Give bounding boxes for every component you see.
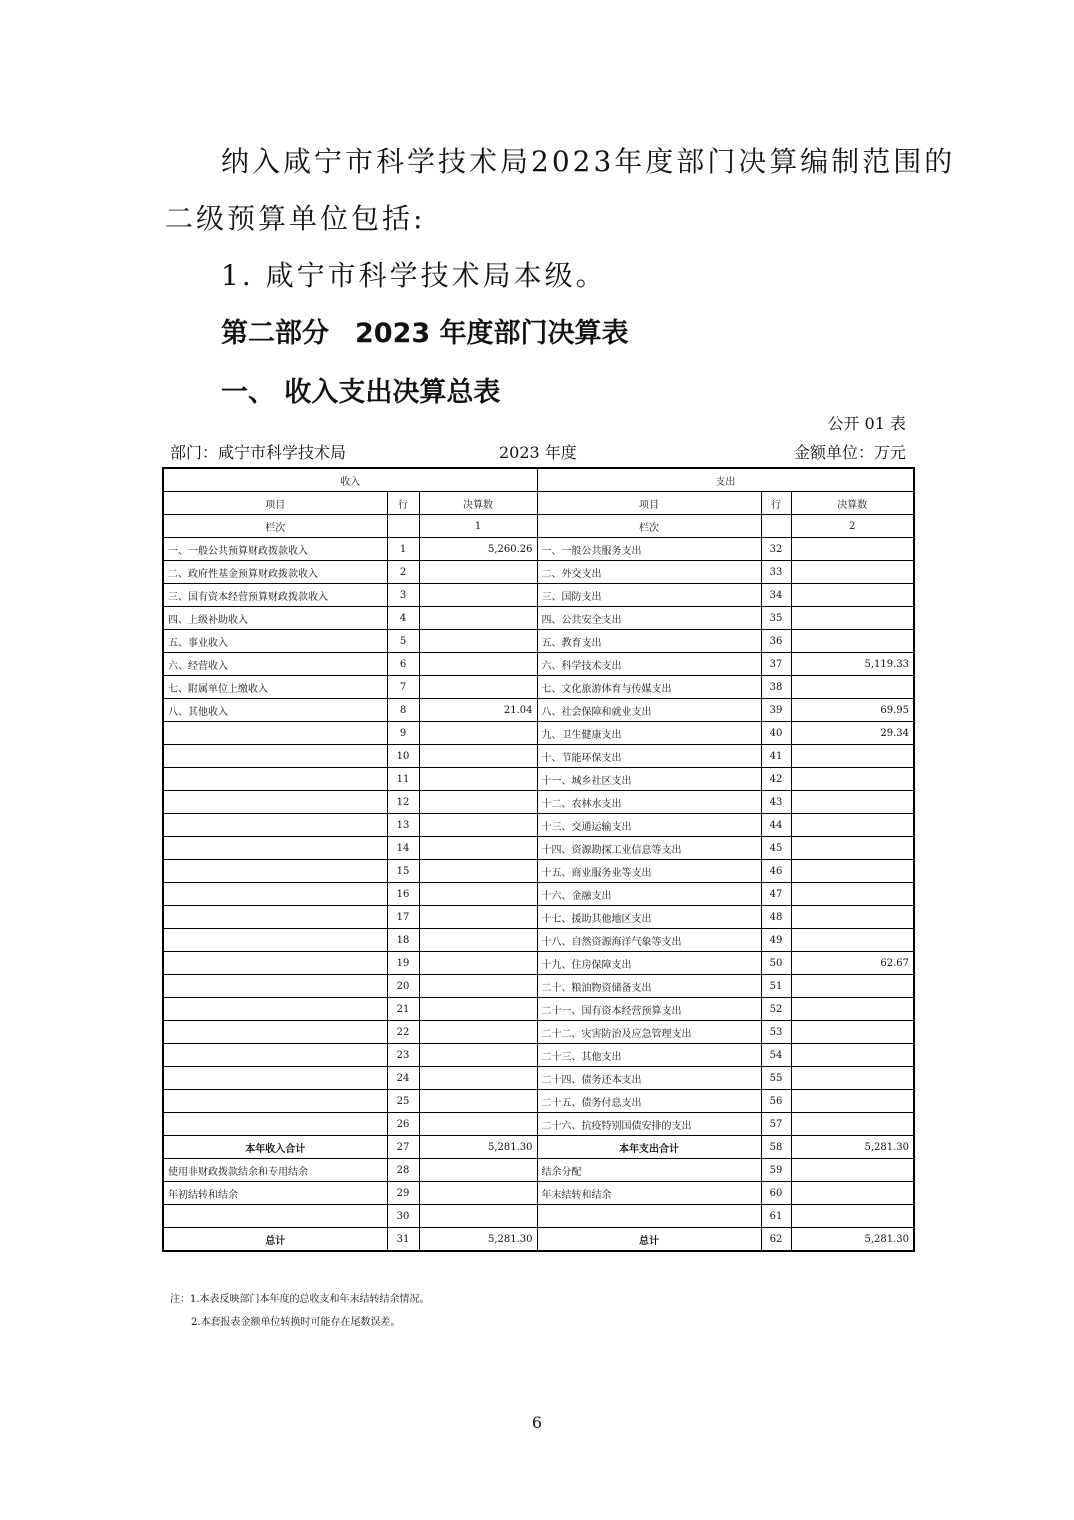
col-item-header-2: 项目 bbox=[537, 492, 761, 515]
expense-amount: 5,281.30 bbox=[791, 1228, 914, 1252]
expense-item: 十七、援助其他地区支出 bbox=[537, 906, 761, 929]
subsection-heading: 一、 收入支出决算总表 bbox=[221, 377, 501, 408]
expense-line-no: 58 bbox=[761, 1136, 791, 1159]
income-line-no: 26 bbox=[387, 1113, 419, 1136]
income-item bbox=[163, 791, 387, 814]
table-row bbox=[163, 1021, 914, 1044]
expense-item: 二十一、国有资本经营预算支出 bbox=[537, 998, 761, 1021]
income-amount bbox=[419, 814, 537, 837]
expense-item: 二十三、其他支出 bbox=[537, 1044, 761, 1067]
table-row bbox=[163, 561, 914, 584]
income-line-no: 10 bbox=[387, 745, 419, 768]
table-header-row bbox=[163, 468, 914, 492]
table-row bbox=[163, 1205, 914, 1228]
income-amount bbox=[419, 929, 537, 952]
table-row bbox=[163, 1159, 914, 1182]
expense-line-no: 44 bbox=[761, 814, 791, 837]
income-line-no: 25 bbox=[387, 1090, 419, 1113]
income-item: 年初结转和结余 bbox=[163, 1182, 387, 1205]
expense-amount: 5,281.30 bbox=[791, 1136, 914, 1159]
expense-item: 二十、粮油物资储备支出 bbox=[537, 975, 761, 998]
lanci-number-1: 1 bbox=[419, 515, 537, 538]
table-row bbox=[163, 998, 914, 1021]
expense-line-no: 39 bbox=[761, 699, 791, 722]
table-row bbox=[163, 952, 914, 975]
intro-item-1: 1. 咸宁市科学技术局本级。 bbox=[221, 259, 607, 292]
income-amount bbox=[419, 998, 537, 1021]
income-item bbox=[163, 1067, 387, 1090]
income-amount: 5,260.26 bbox=[419, 538, 537, 561]
income-amount bbox=[419, 653, 537, 676]
income-amount bbox=[419, 952, 537, 975]
income-line-no: 1 bbox=[387, 538, 419, 561]
expense-amount bbox=[791, 768, 914, 791]
expense-item: 九、卫生健康支出 bbox=[537, 722, 761, 745]
income-amount bbox=[419, 883, 537, 906]
department-label: 部门：咸宁市科学技术局 bbox=[170, 443, 347, 462]
income-item bbox=[163, 906, 387, 929]
table-row bbox=[163, 1044, 914, 1067]
income-amount bbox=[419, 561, 537, 584]
income-item bbox=[163, 860, 387, 883]
expense-item: 四、公共安全支出 bbox=[537, 607, 761, 630]
table-row bbox=[163, 1067, 914, 1090]
lanci-label: 栏次 bbox=[163, 515, 387, 538]
table-row bbox=[163, 1182, 914, 1205]
income-header: 收入 bbox=[163, 468, 537, 492]
income-line-no: 19 bbox=[387, 952, 419, 975]
page-number: 6 bbox=[531, 1413, 543, 1432]
table-row bbox=[163, 676, 914, 699]
income-line-no: 14 bbox=[387, 837, 419, 860]
expense-amount bbox=[791, 837, 914, 860]
expense-item: 八、社会保障和就业支出 bbox=[537, 699, 761, 722]
expense-amount bbox=[791, 791, 914, 814]
income-item: 二、政府性基金预算财政拨款收入 bbox=[163, 561, 387, 584]
income-line-no: 27 bbox=[387, 1136, 419, 1159]
income-item bbox=[163, 1113, 387, 1136]
section-part: 第二部分 bbox=[221, 318, 329, 349]
expense-amount bbox=[791, 561, 914, 584]
expense-line-no: 46 bbox=[761, 860, 791, 883]
expense-line-no: 35 bbox=[761, 607, 791, 630]
income-item: 四、上级补助收入 bbox=[163, 607, 387, 630]
expense-item: 三、国防支出 bbox=[537, 584, 761, 607]
expense-line-no: 41 bbox=[761, 745, 791, 768]
table-row bbox=[163, 791, 914, 814]
expense-line-no: 60 bbox=[761, 1182, 791, 1205]
expense-amount bbox=[791, 745, 914, 768]
income-line-no: 29 bbox=[387, 1182, 419, 1205]
expense-line-no: 33 bbox=[761, 561, 791, 584]
table-body bbox=[163, 468, 914, 1251]
expense-amount bbox=[791, 883, 914, 906]
expense-amount bbox=[791, 1021, 914, 1044]
expense-item: 十三、交通运输支出 bbox=[537, 814, 761, 837]
expense-amount bbox=[791, 607, 914, 630]
income-amount bbox=[419, 791, 537, 814]
income-item: 六、经营收入 bbox=[163, 653, 387, 676]
expense-item: 十一、城乡社区支出 bbox=[537, 768, 761, 791]
income-item bbox=[163, 722, 387, 745]
expense-line-no: 36 bbox=[761, 630, 791, 653]
expense-line-no: 43 bbox=[761, 791, 791, 814]
expense-line-no: 51 bbox=[761, 975, 791, 998]
col-item-header: 项目 bbox=[163, 492, 387, 515]
income-line-no: 30 bbox=[387, 1205, 419, 1228]
expense-line-no: 48 bbox=[761, 906, 791, 929]
income-amount bbox=[419, 1090, 537, 1113]
intro-line-1: 纳入咸宁市科学技术局2023年度部门决算编制范围的 bbox=[221, 145, 956, 178]
income-item bbox=[163, 814, 387, 837]
table-row bbox=[163, 630, 914, 653]
lanci-number-2: 2 bbox=[791, 515, 914, 538]
total-row bbox=[163, 1228, 914, 1252]
lanci-blank-2 bbox=[761, 515, 791, 538]
subtotal-row bbox=[163, 1136, 914, 1159]
table-row bbox=[163, 883, 914, 906]
column-header-row bbox=[163, 492, 914, 515]
expense-amount bbox=[791, 676, 914, 699]
income-expense-table bbox=[162, 467, 915, 1252]
expense-item: 二十四、债务还本支出 bbox=[537, 1067, 761, 1090]
col-line-header-2: 行 bbox=[761, 492, 791, 515]
expense-item: 二、外交支出 bbox=[537, 561, 761, 584]
expense-line-no: 45 bbox=[761, 837, 791, 860]
income-amount bbox=[419, 1067, 537, 1090]
income-amount bbox=[419, 860, 537, 883]
table-row bbox=[163, 860, 914, 883]
expense-amount: 62.67 bbox=[791, 952, 914, 975]
expense-amount bbox=[791, 1205, 914, 1228]
income-amount bbox=[419, 607, 537, 630]
table-row bbox=[163, 722, 914, 745]
expense-item: 二十五、债务付息支出 bbox=[537, 1090, 761, 1113]
expense-item: 十五、商业服务业等支出 bbox=[537, 860, 761, 883]
expense-amount: 29.34 bbox=[791, 722, 914, 745]
expense-item: 总计 bbox=[537, 1228, 761, 1252]
income-amount: 5,281.30 bbox=[419, 1136, 537, 1159]
income-item bbox=[163, 745, 387, 768]
income-item bbox=[163, 975, 387, 998]
income-item: 三、国有资本经营预算财政拨款收入 bbox=[163, 584, 387, 607]
col-line-header: 行 bbox=[387, 492, 419, 515]
expense-line-no: 47 bbox=[761, 883, 791, 906]
expense-header: 支出 bbox=[537, 468, 914, 492]
expense-line-no: 62 bbox=[761, 1228, 791, 1252]
income-line-no: 17 bbox=[387, 906, 419, 929]
income-line-no: 3 bbox=[387, 584, 419, 607]
expense-line-no: 59 bbox=[761, 1159, 791, 1182]
income-amount bbox=[419, 1182, 537, 1205]
table-row bbox=[163, 929, 914, 952]
expense-amount bbox=[791, 1090, 914, 1113]
income-line-no: 16 bbox=[387, 883, 419, 906]
income-item: 使用非财政拨款结余和专用结余 bbox=[163, 1159, 387, 1182]
table-row bbox=[163, 814, 914, 837]
expense-line-no: 42 bbox=[761, 768, 791, 791]
expense-amount bbox=[791, 1044, 914, 1067]
expense-item: 一、一般公共服务支出 bbox=[537, 538, 761, 561]
income-line-no: 5 bbox=[387, 630, 419, 653]
col-amount-header: 决算数 bbox=[419, 492, 537, 515]
income-line-no: 13 bbox=[387, 814, 419, 837]
income-amount bbox=[419, 1205, 537, 1228]
expense-amount bbox=[791, 584, 914, 607]
expense-item: 十六、金融支出 bbox=[537, 883, 761, 906]
income-line-no: 28 bbox=[387, 1159, 419, 1182]
expense-line-no: 61 bbox=[761, 1205, 791, 1228]
lanci-label-2: 栏次 bbox=[537, 515, 761, 538]
income-amount bbox=[419, 630, 537, 653]
expense-item: 十九、住房保障支出 bbox=[537, 952, 761, 975]
income-line-no: 24 bbox=[387, 1067, 419, 1090]
expense-line-no: 32 bbox=[761, 538, 791, 561]
expense-line-no: 49 bbox=[761, 929, 791, 952]
income-amount bbox=[419, 837, 537, 860]
income-item bbox=[163, 929, 387, 952]
table-row bbox=[163, 768, 914, 791]
income-item bbox=[163, 998, 387, 1021]
expense-amount: 5,119.33 bbox=[791, 653, 914, 676]
income-amount bbox=[419, 676, 537, 699]
table-row bbox=[163, 906, 914, 929]
section-title: 2023 年度部门决算表 bbox=[355, 318, 629, 349]
income-line-no: 11 bbox=[387, 768, 419, 791]
income-line-no: 21 bbox=[387, 998, 419, 1021]
income-item bbox=[163, 1021, 387, 1044]
table-row bbox=[163, 1113, 914, 1136]
expense-item: 结余分配 bbox=[537, 1159, 761, 1182]
income-line-no: 7 bbox=[387, 676, 419, 699]
income-amount bbox=[419, 1159, 537, 1182]
income-amount: 5,281.30 bbox=[419, 1228, 537, 1252]
income-amount bbox=[419, 745, 537, 768]
note-2: 2.本套报表金额单位转换时可能存在尾数误差。 bbox=[191, 1317, 401, 1328]
income-line-no: 20 bbox=[387, 975, 419, 998]
income-amount bbox=[419, 1113, 537, 1136]
income-line-no: 8 bbox=[387, 699, 419, 722]
expense-amount bbox=[791, 630, 914, 653]
income-line-no: 2 bbox=[387, 561, 419, 584]
expense-amount bbox=[791, 906, 914, 929]
expense-amount bbox=[791, 538, 914, 561]
table-row bbox=[163, 653, 914, 676]
income-line-no: 18 bbox=[387, 929, 419, 952]
income-item: 总计 bbox=[163, 1228, 387, 1252]
table-row bbox=[163, 699, 914, 722]
income-item: 七、附属单位上缴收入 bbox=[163, 676, 387, 699]
income-amount bbox=[419, 722, 537, 745]
table-row bbox=[163, 584, 914, 607]
expense-line-no: 34 bbox=[761, 584, 791, 607]
expense-item bbox=[537, 1205, 761, 1228]
expense-item: 十四、资源勘探工业信息等支出 bbox=[537, 837, 761, 860]
income-item bbox=[163, 837, 387, 860]
expense-amount bbox=[791, 1067, 914, 1090]
expense-line-no: 38 bbox=[761, 676, 791, 699]
income-item bbox=[163, 1205, 387, 1228]
table-row bbox=[163, 607, 914, 630]
table-row bbox=[163, 745, 914, 768]
expense-line-no: 57 bbox=[761, 1113, 791, 1136]
expense-amount bbox=[791, 1113, 914, 1136]
expense-amount bbox=[791, 860, 914, 883]
income-line-no: 9 bbox=[387, 722, 419, 745]
income-line-no: 31 bbox=[387, 1228, 419, 1252]
income-item bbox=[163, 1044, 387, 1067]
table-row bbox=[163, 837, 914, 860]
income-item: 一、一般公共预算财政拨款收入 bbox=[163, 538, 387, 561]
expense-item: 十、节能环保支出 bbox=[537, 745, 761, 768]
expense-amount bbox=[791, 975, 914, 998]
expense-item: 十八、自然资源海洋气象等支出 bbox=[537, 929, 761, 952]
income-item bbox=[163, 768, 387, 791]
expense-line-no: 50 bbox=[761, 952, 791, 975]
intro-line-2: 二级预算单位包括: bbox=[165, 202, 426, 235]
expense-item: 五、教育支出 bbox=[537, 630, 761, 653]
expense-line-no: 53 bbox=[761, 1021, 791, 1044]
section-heading bbox=[221, 311, 629, 350]
expense-item: 十二、农林水支出 bbox=[537, 791, 761, 814]
income-item: 八、其他收入 bbox=[163, 699, 387, 722]
income-amount bbox=[419, 906, 537, 929]
table-row bbox=[163, 538, 914, 561]
expense-line-no: 55 bbox=[761, 1067, 791, 1090]
expense-line-no: 40 bbox=[761, 722, 791, 745]
income-item bbox=[163, 883, 387, 906]
expense-amount bbox=[791, 814, 914, 837]
income-item bbox=[163, 952, 387, 975]
income-line-no: 6 bbox=[387, 653, 419, 676]
table-row bbox=[163, 1090, 914, 1113]
expense-item: 二十六、抗疫特别国债安排的支出 bbox=[537, 1113, 761, 1136]
lanci-row bbox=[163, 515, 914, 538]
expense-amount: 69.95 bbox=[791, 699, 914, 722]
income-line-no: 12 bbox=[387, 791, 419, 814]
income-amount bbox=[419, 975, 537, 998]
income-amount bbox=[419, 1021, 537, 1044]
expense-item: 本年支出合计 bbox=[537, 1136, 761, 1159]
expense-line-no: 54 bbox=[761, 1044, 791, 1067]
expense-item: 六、科学技术支出 bbox=[537, 653, 761, 676]
income-line-no: 23 bbox=[387, 1044, 419, 1067]
expense-line-no: 56 bbox=[761, 1090, 791, 1113]
income-amount bbox=[419, 584, 537, 607]
amount-unit: 金额单位：万元 bbox=[793, 443, 906, 462]
expense-amount bbox=[791, 1159, 914, 1182]
table-number: 公开 01 表 bbox=[827, 414, 906, 433]
expense-item: 七、文化旅游体育与传媒支出 bbox=[537, 676, 761, 699]
note-1: 注：1.本表反映部门本年度的总收支和年末结转结余情况。 bbox=[170, 1294, 430, 1305]
table-row bbox=[163, 975, 914, 998]
income-amount: 21.04 bbox=[419, 699, 537, 722]
income-line-no: 4 bbox=[387, 607, 419, 630]
income-line-no: 22 bbox=[387, 1021, 419, 1044]
expense-line-no: 52 bbox=[761, 998, 791, 1021]
income-line-no: 15 bbox=[387, 860, 419, 883]
income-amount bbox=[419, 1044, 537, 1067]
expense-amount bbox=[791, 998, 914, 1021]
income-item: 本年收入合计 bbox=[163, 1136, 387, 1159]
expense-amount bbox=[791, 1182, 914, 1205]
expense-item: 年末结转和结余 bbox=[537, 1182, 761, 1205]
expense-item: 二十二、灾害防治及应急管理支出 bbox=[537, 1021, 761, 1044]
lanci-blank bbox=[387, 515, 419, 538]
income-item bbox=[163, 1090, 387, 1113]
income-amount bbox=[419, 768, 537, 791]
expense-amount bbox=[791, 929, 914, 952]
income-item: 五、事业收入 bbox=[163, 630, 387, 653]
expense-line-no: 37 bbox=[761, 653, 791, 676]
col-amount-header-2: 决算数 bbox=[791, 492, 914, 515]
fiscal-year: 2023 年度 bbox=[499, 443, 577, 462]
